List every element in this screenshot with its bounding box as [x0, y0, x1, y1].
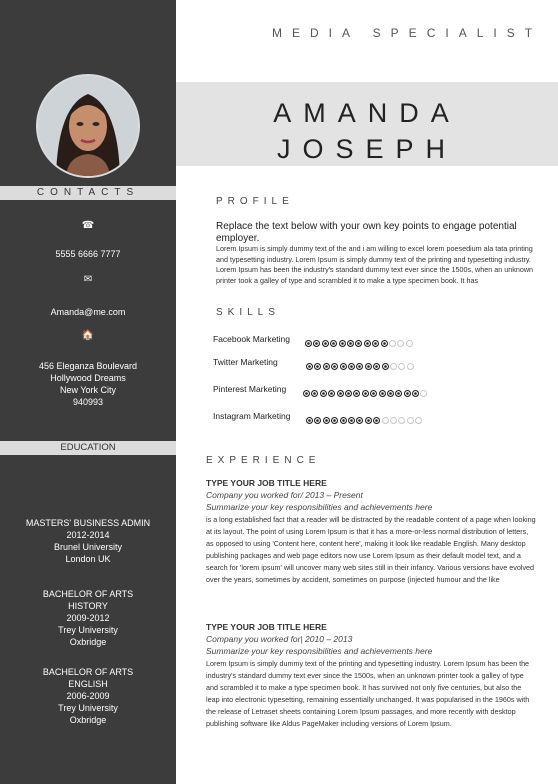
rating-dot-filled — [355, 340, 362, 347]
last-name: JOSEPH — [276, 134, 458, 164]
experience-entry — [206, 478, 536, 586]
rating-dot-empty — [398, 417, 405, 424]
rating-dot-filled — [356, 417, 363, 424]
skill-row — [213, 384, 543, 398]
rating-dot-filled — [395, 390, 402, 397]
experience-heading: EXPERIENCE — [206, 455, 321, 466]
education-years: 2006-2009 — [66, 691, 110, 701]
rating-dot-empty — [407, 363, 414, 370]
rating-dot-filled — [372, 340, 379, 347]
education-school: Trey University — [58, 703, 118, 713]
rating-dot-filled — [381, 340, 388, 347]
rating-dot-filled — [348, 417, 355, 424]
education-major: ENGLISH — [68, 679, 108, 689]
rating-dot-empty — [398, 363, 405, 370]
rating-dot-empty — [420, 390, 427, 397]
rating-dot-filled — [373, 417, 380, 424]
rating-dot-filled — [412, 390, 419, 397]
rating-dot-filled — [331, 417, 338, 424]
profile-lead: Replace the text below with your own key points to engage potential employer. — [216, 221, 517, 244]
education-major: HISTORY — [68, 601, 108, 611]
avatar — [36, 74, 140, 178]
experience-entry — [206, 622, 536, 730]
job-title: TYPE YOUR JOB TITLE HERE — [206, 478, 327, 488]
rating-dot-filled — [337, 390, 344, 397]
rating-dot-empty — [382, 417, 389, 424]
skill-rating — [305, 335, 414, 345]
address-line: 940993 — [72, 397, 104, 407]
skill-name: Pinterest Marketing — [213, 384, 287, 394]
rating-dot-empty — [397, 340, 404, 347]
email-address: Amanda@me.com — [50, 307, 126, 317]
rating-dot-filled — [314, 363, 321, 370]
skills-heading: SKILLS — [216, 307, 280, 318]
rating-dot-filled — [348, 363, 355, 370]
rating-dot-filled — [328, 390, 335, 397]
education-years: 2009-2012 — [66, 613, 110, 623]
rating-dot-filled — [305, 340, 312, 347]
rating-dot-filled — [314, 417, 321, 424]
rating-dot-empty — [406, 340, 413, 347]
education-school: Trey University — [58, 625, 118, 635]
skill-rating — [306, 412, 423, 422]
rating-dot-filled — [345, 390, 352, 397]
profile-body: Lorem Ipsum is simply dummy text of the and i am willing to excel lorem poesedium ala tata printing and typesetting industry. Lorem Ipsum is simply dummy text of the printing and typesetting industry. Lorem Ipsum has been the industry's standard dummy text ever since the 1500s, when an unknown printer took a galley of type and scrambled it to make a type specimen book. It has — [216, 244, 534, 285]
sidebar — [0, 0, 176, 784]
education-degree: BACHELOR OF ARTS — [42, 667, 134, 677]
address-line: New York City — [59, 385, 117, 395]
education-entry — [0, 666, 176, 726]
job-description: is a long established fact that a reader will be distracted by the readable content of a page when looking at its layout. The point of using Lorem Ipsum is that it has a more-or-less normal distribution of letters, as opposed to using 'Content here, content here', making it look like readable English. Many desktop publishing packages and web page editors now use Lorem Ipsum as their default model text, and a search for 'lorem ipsum' will uncover many web sites still in their infancy. Various versions have evolved over the years, sometimes by accident, sometimes on purpose (injected humour and the like — [206, 515, 536, 584]
rating-dot-filled — [306, 417, 313, 424]
job-headline: MEDIA SPECIALIST — [272, 26, 543, 40]
rating-dot-filled — [365, 417, 372, 424]
rating-dot-empty — [390, 363, 397, 370]
address-line: 456 Eleganza Boulevard — [38, 361, 138, 371]
job-description: Lorem Ipsum is simply dummy text of the printing and typesetting industry. Lorem Ipsum has been the industry's standard dummy text ever since the 1500s, when an unknown printer took a galley of type and scrambled it to make a type specimen book. It has survived not only five centuries, but also the leap into electronic typesetting, remaining essentially unchanged. It was popularised in the 1960s with the release of Letraset sheets containing Lorem Ipsum passages, and more recently with desktop publishing software like Aldus PageMaker including versions of Lorem Ipsum. — [206, 659, 530, 728]
rating-dot-filled — [311, 390, 318, 397]
home-icon: 🏠 — [81, 330, 95, 341]
address-line: Hollywood Dreams — [50, 373, 126, 383]
rating-dot-filled — [353, 390, 360, 397]
education-degree: MASTERS' BUSINESS ADMIN — [25, 518, 151, 528]
education-entry — [0, 588, 176, 648]
profile-heading: PROFILE — [216, 196, 294, 207]
rating-dot-filled — [306, 363, 313, 370]
education-degree: BACHELOR OF ARTS — [42, 589, 134, 599]
rating-dot-empty — [415, 417, 422, 424]
skill-name: Twitter Marketing — [213, 357, 278, 367]
education-school: Brunel University — [53, 542, 123, 552]
address-block — [0, 360, 176, 408]
skill-rating — [306, 358, 415, 368]
rating-dot-filled — [323, 363, 330, 370]
rating-dot-filled — [322, 340, 329, 347]
rating-dot-filled — [339, 340, 346, 347]
rating-dot-filled — [340, 363, 347, 370]
job-title: TYPE YOUR JOB TITLE HERE — [206, 622, 327, 632]
job-summary: Summarize your key responsibilities and achievements here — [206, 646, 433, 656]
job-summary: Summarize your key responsibilities and achievements here — [206, 502, 433, 512]
rating-dot-filled — [382, 363, 389, 370]
rating-dot-filled — [373, 363, 380, 370]
rating-dot-empty — [390, 417, 397, 424]
rating-dot-empty — [407, 417, 414, 424]
rating-dot-filled — [356, 363, 363, 370]
rating-dot-filled — [365, 363, 372, 370]
rating-dot-filled — [340, 417, 347, 424]
rating-dot-filled — [331, 363, 338, 370]
rating-dot-filled — [404, 390, 411, 397]
rating-dot-filled — [313, 340, 320, 347]
rating-dot-filled — [364, 340, 371, 347]
education-city: London UK — [65, 554, 111, 564]
rating-dot-filled — [387, 390, 394, 397]
skill-name: Instagram Marketing — [213, 411, 291, 421]
contacts-heading: CONTACTS — [0, 186, 176, 200]
skill-row — [213, 357, 543, 371]
rating-dot-filled — [320, 390, 327, 397]
rating-dot-filled — [370, 390, 377, 397]
skill-row — [213, 411, 543, 425]
rating-dot-empty — [389, 340, 396, 347]
first-name: AMANDA — [273, 98, 461, 128]
rating-dot-filled — [362, 390, 369, 397]
education-years: 2012-2014 — [66, 530, 110, 540]
education-city: Oxbridge — [69, 715, 107, 725]
rating-dot-filled — [303, 390, 310, 397]
skill-name: Facebook Marketing — [213, 334, 291, 344]
job-company: Company you worked for| 2010 – 2013 — [206, 634, 353, 644]
profile-photo — [38, 76, 138, 176]
rating-dot-filled — [330, 340, 337, 347]
rating-dot-filled — [379, 390, 386, 397]
education-city: Oxbridge — [69, 637, 107, 647]
skill-row — [213, 334, 543, 348]
education-heading: EDUCATION — [0, 441, 176, 455]
phone-icon: ☎ — [81, 220, 95, 231]
phone-number: 5555 6666 7777 — [55, 249, 121, 259]
rating-dot-filled — [323, 417, 330, 424]
skill-rating — [303, 385, 429, 395]
mail-icon: ✉ — [83, 274, 93, 285]
rating-dot-filled — [347, 340, 354, 347]
education-entry — [0, 517, 176, 565]
job-company: Company you worked for/ 2013 – Present — [206, 490, 363, 500]
